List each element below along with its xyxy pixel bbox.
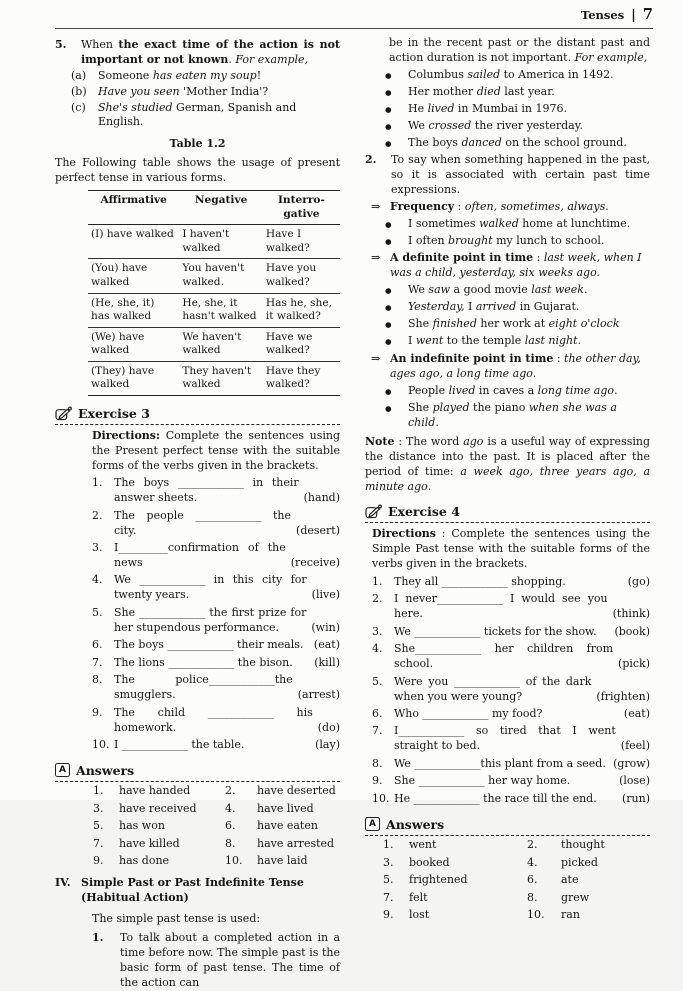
item-text: The lions ____________ the bison. [114, 655, 293, 669]
item-verb: (live) [311, 588, 340, 602]
item-verb: (lay) [315, 737, 340, 751]
answers-row [383, 838, 650, 853]
item-text: I ____________ the table. [114, 737, 245, 751]
arrow-icon: ⇒ [371, 251, 381, 265]
table-cell: Has he, she, it walked? [263, 293, 340, 327]
bullet-text: We crossed the river yesterday. [408, 118, 583, 132]
item-number: 4. [92, 573, 103, 587]
answer-number: 3. [93, 801, 104, 815]
point-number: 5. [55, 37, 67, 51]
answer-number: 6. [527, 873, 538, 887]
exercise-item [92, 541, 340, 571]
item-text: Were you ____________ of the dark when you were young? [394, 674, 592, 703]
table-header-cell: Interro-gative [263, 191, 340, 225]
item-text: The boys ____________ their meals. [114, 638, 304, 652]
item-text: She____________ her children from school. [394, 642, 614, 671]
item-text: I never____________ I would see you here. [394, 592, 608, 621]
bullet-icon: ● [385, 320, 392, 330]
exercise4-heading [365, 503, 650, 523]
bullet-text: He lived in Mumbai in 1976. [408, 101, 567, 115]
item-text: The boys ____________ in their answer sheets. [114, 476, 299, 505]
table-cell: You haven't walked. [179, 259, 263, 293]
table-cell: Have I walked? [265, 228, 310, 254]
point-5 [55, 38, 340, 68]
table-row [88, 259, 340, 293]
item-verb: (arrest) [297, 688, 340, 702]
bullet-text: Columbus sailed to America in 1492. [408, 67, 614, 81]
item-number: 6. [92, 638, 103, 652]
item-number: 7. [92, 655, 103, 669]
answer-value: have lived [257, 801, 314, 815]
item-number: 1. [92, 476, 103, 490]
item-verb: (grow) [613, 756, 650, 770]
exercise-item [92, 509, 340, 539]
bullet-item [385, 234, 650, 249]
item-text: We ____________ in this city for twenty years. [114, 573, 307, 602]
answers-row [383, 856, 650, 871]
item-verb: (think) [612, 607, 650, 621]
example-b [71, 85, 340, 100]
bullet-icon: ● [385, 219, 392, 229]
answer-value: thought [561, 838, 605, 852]
answer-number: 5. [93, 819, 104, 833]
table-row [88, 361, 340, 395]
bullet-icon: ● [385, 303, 392, 313]
answer-number: 5. [383, 873, 394, 887]
arrow-icon: ⇒ [371, 351, 381, 365]
item-verb: (feel) [620, 739, 650, 753]
header-divider: | [631, 8, 636, 23]
definite-point-line [371, 251, 650, 281]
bullet-icon: ● [385, 403, 392, 413]
item-verb: (lose) [619, 774, 650, 788]
bullet-text: She played the piano when she was a child. [408, 400, 617, 429]
arrow-icon: ⇒ [371, 199, 381, 213]
bullet-item [385, 317, 650, 332]
table-cell: We haven't walked [179, 327, 263, 361]
exercise-item [92, 573, 340, 603]
item-verb: (kill) [314, 655, 340, 669]
table-cell: Have we walked? [263, 327, 340, 361]
item-text: The people ____________ the city. [114, 508, 292, 537]
item-number: 9. [372, 774, 383, 788]
answers-title: Answers [386, 816, 445, 832]
example-text: She's studied German, Spanish and English. [98, 100, 297, 129]
bullet-text: I sometimes walked home at lunchtime. [408, 216, 631, 230]
exercise-title: Exercise 4 [388, 504, 460, 520]
exercise-item [372, 625, 650, 640]
bullet-text: People lived in caves a long time ago. [408, 383, 618, 397]
answer-number: 8. [527, 890, 538, 904]
item-text: I_________confirmation of the news [114, 541, 286, 569]
exercise-item [372, 757, 650, 772]
example-text: Someone has eaten my soup! [98, 68, 262, 82]
answer-number: 7. [383, 890, 394, 904]
exercise4-items [372, 575, 650, 807]
writing-pad-icon [365, 504, 382, 519]
answer-value: frightened [409, 873, 468, 887]
answer-value: have eaten [257, 819, 318, 833]
exercise-item [92, 706, 340, 736]
answer-value: picked [561, 855, 598, 869]
answer-number: 4. [527, 855, 538, 869]
item-verb: (desert) [296, 523, 340, 537]
item-text: The child ____________ his homework. [114, 705, 313, 734]
bullet-icon: ● [385, 138, 392, 148]
bullet-item [385, 283, 650, 298]
exercise3-items [92, 476, 340, 753]
item-number: 3. [92, 541, 103, 555]
table-cell: They haven't walked [179, 361, 263, 395]
answer-number: 1. [93, 784, 104, 798]
item-text: We ____________ tickets for the show. [394, 624, 597, 638]
bullet-text: She finished her work at eight o'clock [408, 317, 620, 331]
table-cell: (I) have walked [91, 228, 174, 241]
indefinite-point-line [371, 352, 650, 382]
table-cell: I haven't walked [182, 228, 230, 254]
item-verb: (eat) [623, 706, 650, 720]
bullet-item [385, 68, 650, 83]
bullet-icon: ● [385, 121, 392, 131]
answers-icon: A [365, 817, 380, 831]
item-number: 2. [92, 508, 103, 522]
item-verb: (pick) [618, 657, 650, 671]
bullet-icon: ● [385, 286, 392, 296]
answer-value: have arrested [257, 836, 335, 850]
answer-value: have handed [119, 784, 191, 798]
item-text: The police____________the smugglers. [114, 673, 293, 702]
frequency-line [371, 200, 650, 215]
table-intro: The Following table shows the usage of present perfect tense in various forms. [55, 156, 340, 185]
table-header-cell: Affirmative [88, 191, 179, 225]
answer-number: 9. [93, 854, 104, 868]
item-number: 4. [372, 642, 383, 656]
arrow-text: Frequency : often, sometimes, always. [390, 199, 609, 213]
writing-pad-icon [55, 406, 72, 421]
chapter-title: Tenses [580, 8, 625, 22]
exercise-item [92, 738, 340, 753]
item-number: 3. [372, 624, 383, 638]
item-number: 6. [372, 706, 383, 720]
item-number: 8. [372, 756, 383, 770]
table-cell: Have you walked? [263, 259, 340, 293]
item-number: 8. [92, 673, 103, 687]
exercise-item [372, 724, 650, 754]
point-text: To say when something happened in the past, so it is associated with certain past time expressions. [391, 152, 650, 196]
answer-value: has won [119, 819, 165, 833]
exercise-item [92, 656, 340, 671]
table-row [88, 293, 340, 327]
answer-number: 6. [225, 819, 236, 833]
bullet-icon: ● [385, 337, 392, 347]
table-row [88, 327, 340, 361]
item-number: 9. [92, 705, 103, 719]
section-intro: The simple past tense is used: [92, 912, 261, 926]
exercise-item [372, 592, 650, 622]
item-text: We ____________this plant from a seed. [394, 756, 606, 770]
table-cell: He, she, it hasn't walked [179, 293, 263, 327]
answer-value: grew [561, 890, 590, 904]
two-column-layout [55, 36, 653, 991]
bullet-item [385, 217, 650, 232]
answers-row [383, 891, 650, 906]
answer-number: 8. [225, 836, 236, 850]
item-verb: (go) [627, 574, 650, 588]
example-a [71, 69, 340, 84]
answer-value: have deserted [257, 784, 336, 798]
item-verb: (frighten) [596, 689, 650, 703]
exercise-item [372, 642, 650, 672]
section-title: Simple Past or Past Indefinite Tense (Habitual Action) [81, 876, 304, 905]
exercise-item [372, 707, 650, 722]
table-cell: Have they walked? [263, 361, 340, 395]
table-header-row [88, 191, 340, 225]
answers-row [93, 802, 340, 817]
item-number: 10. [92, 737, 110, 751]
bullet-item [385, 85, 650, 100]
example-text: Have you seen 'Mother India'? [98, 84, 269, 98]
answers3-list [55, 784, 340, 869]
table-header-cell: Negative [179, 191, 263, 225]
grammar-table [88, 190, 340, 396]
answer-value: have killed [119, 836, 180, 850]
item-text: He ____________ the race till the end. [394, 791, 597, 805]
item-number: 10. [372, 791, 390, 805]
item-number: 5. [92, 605, 103, 619]
answer-number: 7. [93, 836, 104, 850]
answers-row [93, 819, 340, 834]
right-column [365, 36, 650, 991]
point-text: When the exact time of the action is not important or not known. For example, [81, 37, 340, 66]
answers4-list [365, 838, 650, 923]
arrow-text: A definite point in time : last week, when I was a child, yesterday, six weeks ago. [390, 251, 642, 280]
bullet-item [385, 102, 650, 117]
item-number: 1. [372, 574, 383, 588]
answer-value: ran [561, 907, 580, 921]
continuation-paragraph: be in the recent past or the distant past and action duration is not important. For example, [389, 35, 650, 64]
example-label: (c) [71, 100, 86, 114]
bullet-icon: ● [385, 70, 392, 80]
bullet-item [385, 334, 650, 349]
bullet-icon: ● [385, 386, 392, 396]
bullet-item [385, 119, 650, 134]
bullet-text: The boys danced on the school ground. [408, 135, 627, 149]
bullet-item [385, 384, 650, 399]
table-cell: (You) have walked [88, 259, 179, 293]
exercise-item [92, 606, 340, 636]
point-number: 1. [92, 931, 104, 945]
answers-row [93, 784, 340, 799]
item-number: 2. [372, 592, 383, 606]
answer-value: lost [409, 907, 430, 921]
exercise-title: Exercise 3 [78, 405, 150, 421]
answers3-heading [55, 762, 340, 782]
table-cell: (We) have walked [88, 327, 179, 361]
arrow-text: An indefinite point in time : the other day, ages ago, a long time ago. [390, 351, 641, 380]
example-c [71, 101, 340, 131]
bullet-icon: ● [385, 236, 392, 246]
bullet-text: Her mother died last year. [408, 84, 555, 98]
item-verb: (do) [317, 720, 340, 734]
answer-value: booked [409, 855, 450, 869]
exercise3-directions: Directions: Complete the sentences using the Present perfect tense with the suitable forms of the verbs given in the brackets. [92, 428, 340, 472]
answer-value: have received [119, 801, 197, 815]
exercise-item [92, 638, 340, 653]
answer-value: has done [119, 854, 170, 868]
answers4-heading [365, 816, 650, 836]
answer-number: 1. [383, 838, 394, 852]
bullet-text: I went to the temple last night. [408, 334, 582, 348]
example-label: (b) [71, 84, 87, 98]
table-cell: (They) have walked [88, 361, 179, 395]
left-column [55, 36, 340, 991]
bullet-item [385, 136, 650, 151]
page-number: 7 [642, 6, 653, 23]
item-text: Who ____________ my food? [394, 706, 543, 720]
bullet-item [385, 401, 650, 431]
bullet-text: We saw a good movie last week. [408, 283, 588, 297]
example-label: (a) [71, 68, 87, 82]
item-text: She ____________ the first prize for her stupendous performance. [114, 605, 307, 634]
note-paragraph: Note : The word ago is a useful way of expressing the distance into the past. It is placed after the period of time: a week ago, three years ago, a minute ago. [365, 434, 651, 493]
answers-row [383, 873, 650, 888]
point-number: 2. [365, 152, 377, 166]
answer-number: 10. [527, 907, 545, 921]
exercise3-heading [55, 405, 340, 425]
exercise-item [372, 675, 650, 705]
page-header [55, 5, 653, 29]
exercise-item [92, 476, 340, 506]
item-verb: (eat) [313, 638, 340, 652]
table-cell: (He, she, it) has walked [88, 293, 179, 327]
answers-title: Answers [76, 762, 135, 778]
item-text: I____________ so tired that I went straight to bed. [394, 724, 616, 753]
answer-number: 9. [383, 907, 394, 921]
bullet-icon: ● [385, 104, 392, 114]
answer-number: 4. [225, 801, 236, 815]
point-text: To talk about a completed action in a time before now. The simple past is the basic form of past tense. The time of the action can [120, 931, 340, 989]
section-iv-heading [55, 876, 340, 906]
point-2 [365, 153, 650, 198]
table-row [88, 225, 340, 259]
item-number: 7. [372, 724, 383, 738]
item-number: 5. [372, 674, 383, 688]
exercise4-directions: Directions : Complete the sentences using the Simple Past tense with the suitable forms of the verbs given in the brackets. [372, 527, 650, 571]
item-verb: (receive) [290, 555, 340, 569]
answers-row [93, 837, 340, 852]
answer-number: 10. [225, 854, 243, 868]
answer-value: went [409, 838, 437, 852]
answer-value: ate [561, 873, 579, 887]
exercise-item [372, 792, 650, 807]
exercise-item [92, 673, 340, 703]
item-verb: (book) [614, 624, 650, 638]
bullet-text: Yesterday, I arrived in Gujarat. [408, 300, 580, 314]
answers-row [383, 908, 650, 923]
item-text: They all ____________ shopping. [394, 574, 566, 588]
section-point-1 [92, 931, 340, 991]
item-verb: (hand) [303, 491, 340, 505]
answer-number: 2. [225, 784, 236, 798]
answer-value: felt [409, 890, 428, 904]
exercise-item [372, 575, 650, 590]
answers-row [93, 854, 340, 869]
bullet-icon: ● [385, 87, 392, 97]
item-text: She ____________ her way home. [394, 774, 571, 788]
answer-value: have laid [257, 854, 308, 868]
section-number: IV. [55, 876, 71, 890]
item-verb: (run) [621, 791, 650, 805]
bullet-text: I often brought my lunch to school. [408, 233, 605, 247]
answer-number: 3. [383, 855, 394, 869]
answers-icon: A [55, 763, 70, 777]
answer-number: 2. [527, 838, 538, 852]
table-title: Table 1.2 [169, 137, 226, 151]
exercise-item [372, 774, 650, 789]
bullet-item [385, 300, 650, 315]
item-verb: (win) [311, 620, 340, 634]
